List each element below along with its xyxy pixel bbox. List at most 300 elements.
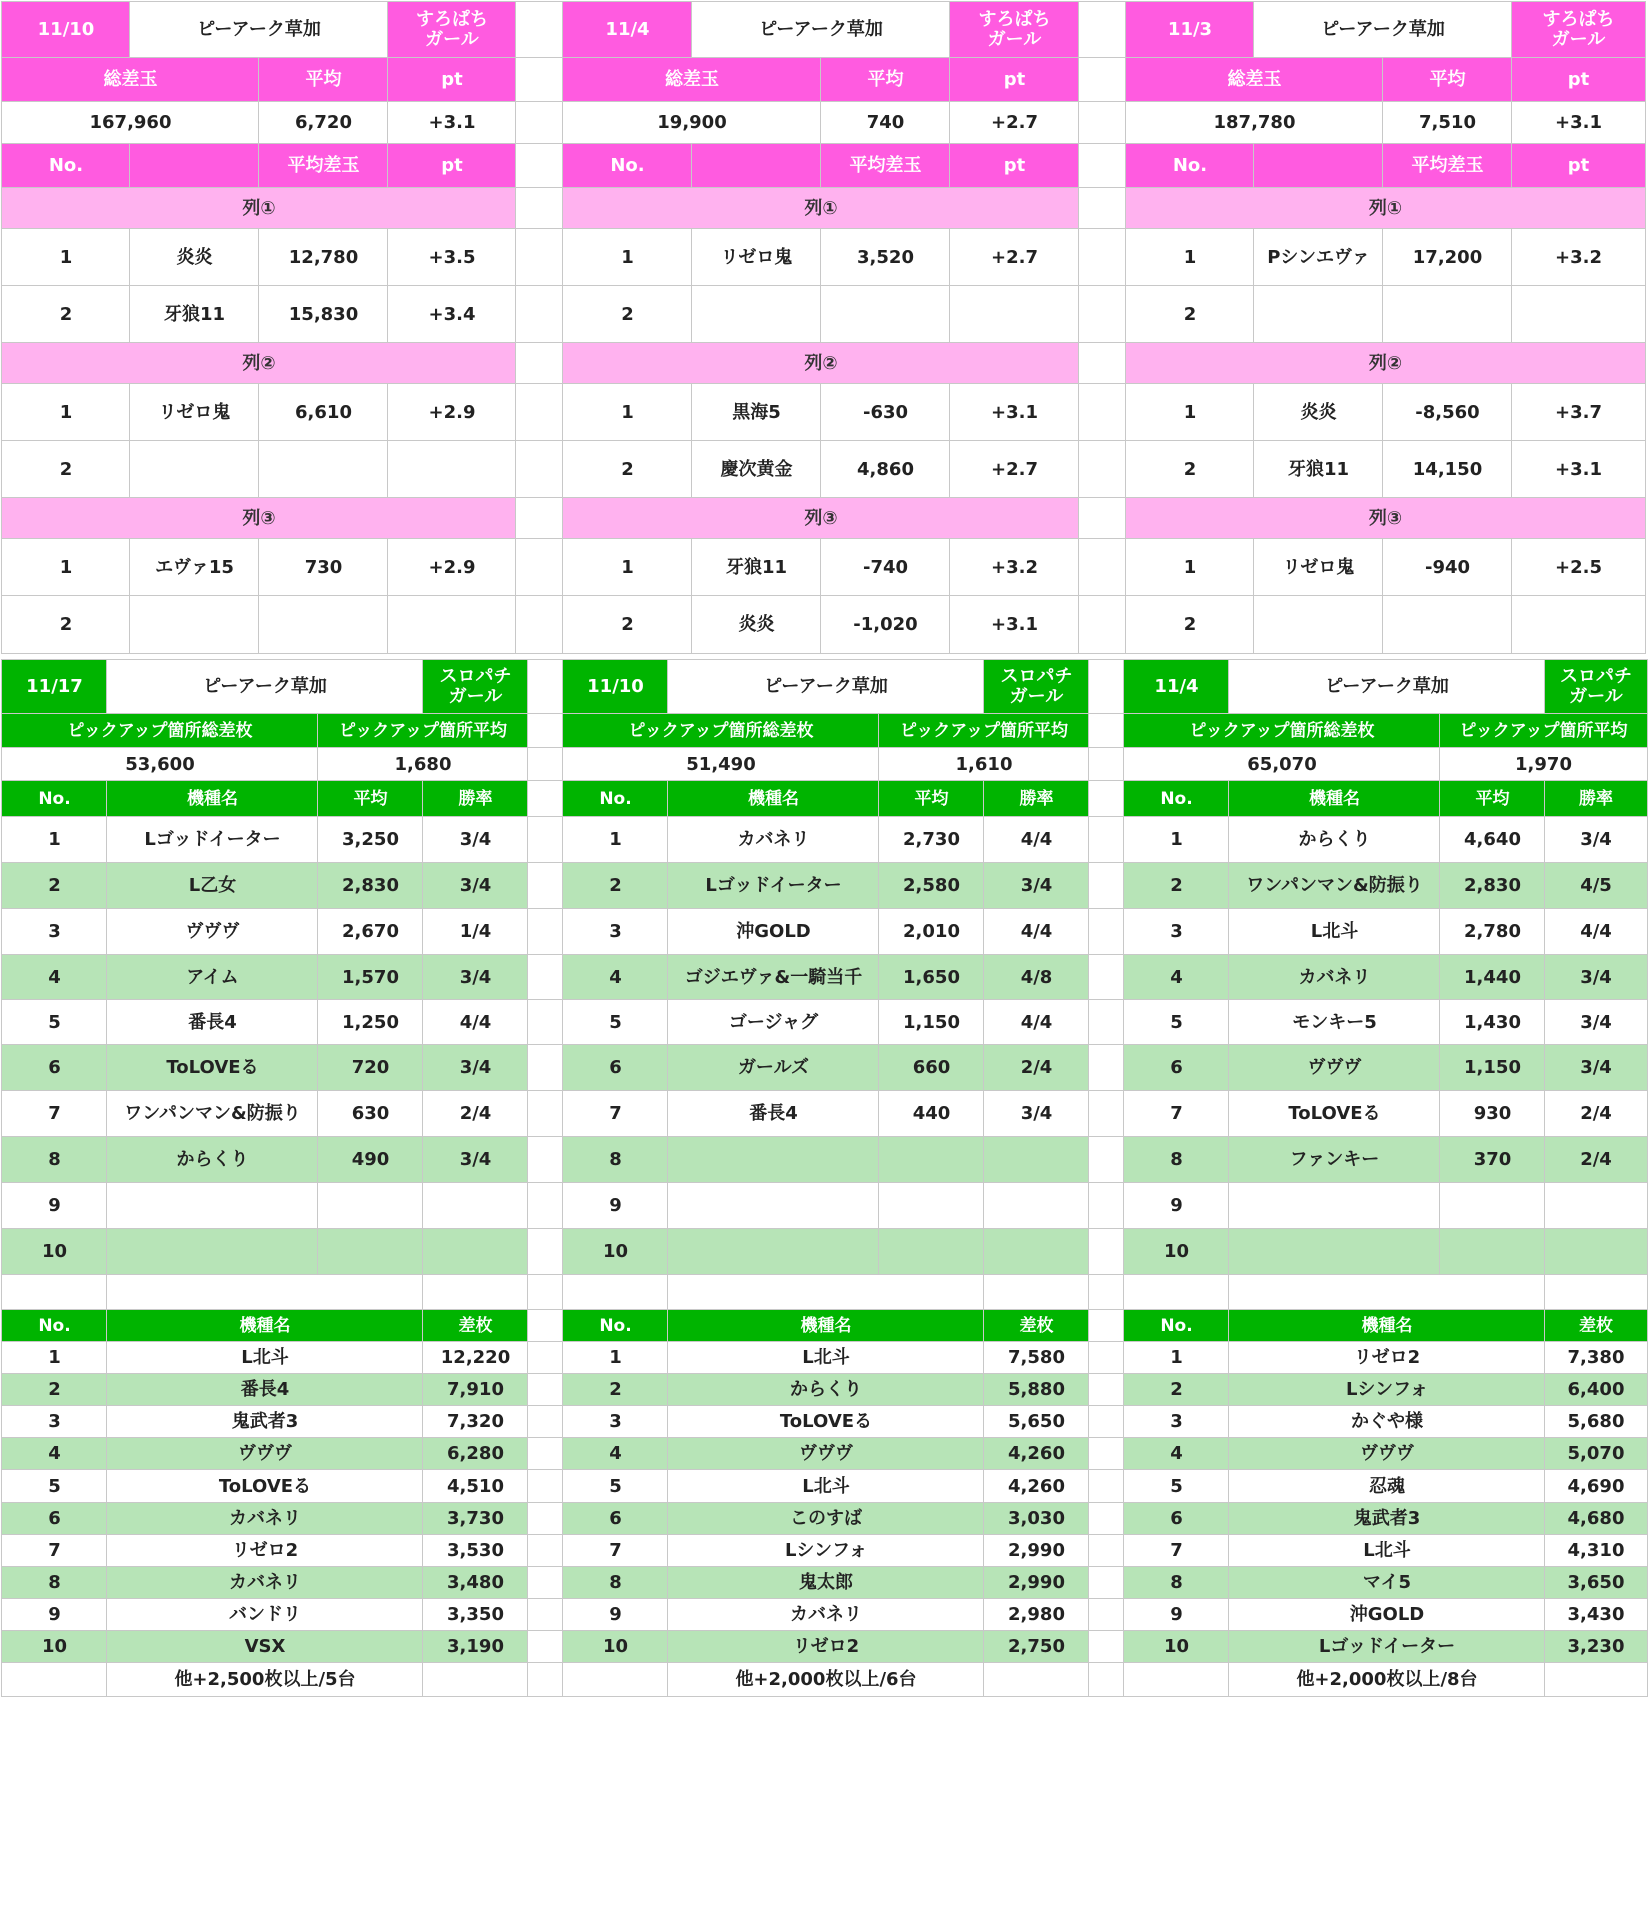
pt-value: +2.9 — [388, 384, 516, 441]
pt-value — [1512, 286, 1645, 343]
spacer — [528, 1631, 563, 1663]
row-no: 9 — [1124, 1183, 1229, 1229]
column-group-label: 列③ — [563, 498, 1079, 539]
row-no: 1 — [563, 817, 668, 863]
row-no: 5 — [2, 1470, 107, 1503]
name-header — [692, 144, 821, 188]
machine-name: ToLOVEる — [668, 1406, 984, 1438]
row-no: 6 — [1124, 1503, 1229, 1535]
name-header — [1254, 144, 1383, 188]
row-no: 8 — [1124, 1567, 1229, 1599]
diff-header: 差枚 — [1545, 1310, 1647, 1342]
spacer — [1089, 781, 1124, 817]
row-no: 8 — [563, 1567, 668, 1599]
diff-value: 4,260 — [984, 1438, 1089, 1470]
machine-name: カバネリ — [107, 1503, 423, 1535]
spacer — [528, 660, 563, 714]
avg-diff-value: 15,830 — [259, 286, 388, 343]
pickup-avg-value: 1,970 — [1440, 748, 1647, 781]
row-no: 2 — [2, 441, 130, 498]
machine-name: ヴヴヴ — [668, 1438, 984, 1470]
brand-badge — [388, 2, 516, 58]
row-no: 2 — [1124, 863, 1229, 909]
avg-diff-value: 14,150 — [1383, 441, 1512, 498]
spacer — [528, 909, 563, 955]
row-no: 9 — [1124, 1599, 1229, 1631]
model-header: 機種名 — [1229, 1310, 1545, 1342]
spacer — [528, 1599, 563, 1631]
spacer — [1089, 1275, 1124, 1310]
machine-name: 番長4 — [107, 1374, 423, 1406]
pickup-avg-value: 1,680 — [318, 748, 528, 781]
winrate-value: 3/4 — [1545, 817, 1647, 863]
diff-value: 7,320 — [423, 1406, 528, 1438]
machine-name — [130, 596, 259, 653]
no-header: No. — [563, 144, 692, 188]
total-value: 187,780 — [1126, 102, 1383, 144]
spacer — [516, 2, 563, 58]
model-header: 機種名 — [668, 781, 879, 817]
pt-value: +2.5 — [1512, 539, 1645, 596]
winrate-value — [423, 1183, 528, 1229]
row-no: 10 — [563, 1229, 668, 1275]
winrate-value: 2/4 — [423, 1091, 528, 1137]
diff-value: 4,690 — [1545, 1470, 1647, 1503]
total-header: 総差玉 — [563, 58, 821, 102]
date-label: 11/3 — [1126, 2, 1254, 58]
row-no: 2 — [563, 1374, 668, 1406]
row-no: 4 — [1124, 1438, 1229, 1470]
machine-name: 鬼武者3 — [107, 1406, 423, 1438]
blank-cell — [984, 1275, 1089, 1310]
diff-value: 2,990 — [984, 1535, 1089, 1567]
avg-value: 930 — [1440, 1091, 1545, 1137]
spacer — [1089, 748, 1124, 781]
machine-name: 炎炎 — [1254, 384, 1383, 441]
row-no: 7 — [2, 1535, 107, 1567]
machine-name: 忍魂 — [1229, 1470, 1545, 1503]
row-no: 4 — [563, 1438, 668, 1470]
spacer — [1089, 714, 1124, 748]
diff-value: 3,430 — [1545, 1599, 1647, 1631]
row-no: 3 — [2, 1406, 107, 1438]
blank-cell — [2, 1275, 107, 1310]
avg-value — [318, 1229, 423, 1275]
diff-value: 3,190 — [423, 1631, 528, 1663]
diff-value: 7,910 — [423, 1374, 528, 1406]
diff-value: 3,530 — [423, 1535, 528, 1567]
row-no: 2 — [563, 286, 692, 343]
spacer — [516, 58, 563, 102]
machine-name: からくり — [668, 1374, 984, 1406]
machine-name — [1229, 1183, 1440, 1229]
machine-name: Pシンエヴァ — [1254, 229, 1383, 286]
blank-cell — [563, 1275, 668, 1310]
machine-name: ワンパンマン&防振り — [1229, 863, 1440, 909]
brand-line-1: すろぱち — [1542, 9, 1615, 31]
machine-name — [668, 1137, 879, 1183]
total-value: 19,900 — [563, 102, 821, 144]
avg-value: 2,830 — [1440, 863, 1545, 909]
pickup-total-header: ピックアップ箇所総差枚 — [563, 714, 879, 748]
winrate-value: 2/4 — [1545, 1091, 1647, 1137]
machine-name — [1254, 596, 1383, 653]
avg-diff-header: 平均差玉 — [259, 144, 388, 188]
spacer — [1089, 1631, 1124, 1663]
date-label: 11/17 — [2, 660, 107, 714]
machine-name: からくり — [107, 1137, 318, 1183]
blank-cell — [1545, 1275, 1647, 1310]
blank-cell — [668, 1275, 984, 1310]
spacer — [1089, 1503, 1124, 1535]
brand-line-2: ガール — [425, 29, 479, 50]
pickup-total-value: 51,490 — [563, 748, 879, 781]
diff-header: 差枚 — [984, 1310, 1089, 1342]
row-no: 9 — [2, 1183, 107, 1229]
spacer — [1079, 229, 1126, 286]
row-no: 1 — [1126, 229, 1254, 286]
pt-value — [388, 596, 516, 653]
machine-name: 慶次黄金 — [692, 441, 821, 498]
row-no: 6 — [1124, 1045, 1229, 1091]
row-no: 6 — [563, 1503, 668, 1535]
machine-name: カバネリ — [1229, 955, 1440, 1000]
spacer — [528, 1091, 563, 1137]
spacer — [516, 286, 563, 343]
machine-name — [1229, 1229, 1440, 1275]
spacer — [1079, 441, 1126, 498]
spacer — [1089, 955, 1124, 1000]
spacer — [1089, 863, 1124, 909]
brand-line-2: ガール — [987, 29, 1042, 50]
diff-value: 5,650 — [984, 1406, 1089, 1438]
spacer — [528, 1567, 563, 1599]
pt-value: +3.5 — [388, 229, 516, 286]
diff-value: 5,680 — [1545, 1406, 1647, 1438]
pt-value: +3.1 — [950, 596, 1079, 653]
spacer — [516, 384, 563, 441]
avg-value: 2,830 — [318, 863, 423, 909]
machine-name: ヴヴヴ — [1229, 1045, 1440, 1091]
brand-badge — [950, 2, 1079, 58]
diff-value: 6,400 — [1545, 1374, 1647, 1406]
avg-diff-header: 平均差玉 — [1383, 144, 1512, 188]
column-group-label: 列① — [2, 188, 516, 229]
row-no: 2 — [563, 596, 692, 653]
row-no: 1 — [1126, 384, 1254, 441]
spacer — [528, 1275, 563, 1310]
winrate-value: 4/4 — [423, 1000, 528, 1045]
no-header: No. — [1126, 144, 1254, 188]
machine-name: このすば — [668, 1503, 984, 1535]
avg-value — [1440, 1229, 1545, 1275]
spacer — [1079, 102, 1126, 144]
diff-value: 4,310 — [1545, 1535, 1647, 1567]
machine-name: からくり — [1229, 817, 1440, 863]
diff-value: 7,580 — [984, 1342, 1089, 1374]
machine-name: L北斗 — [668, 1342, 984, 1374]
avg-diff-value: -630 — [821, 384, 950, 441]
winrate-value: 4/8 — [984, 955, 1089, 1000]
spacer — [1089, 1183, 1124, 1229]
spacer — [516, 343, 563, 384]
brand-line-1: すろぱち — [416, 9, 488, 31]
avg-value: 1,570 — [318, 955, 423, 1000]
avg-value — [879, 1229, 984, 1275]
avg-value: 2,580 — [879, 863, 984, 909]
machine-name: ToLOVEる — [107, 1470, 423, 1503]
machine-name: 番長4 — [107, 1000, 318, 1045]
row-no: 1 — [563, 229, 692, 286]
brand-line-1: スロパチ — [1000, 666, 1073, 688]
avg-value: 2,730 — [879, 817, 984, 863]
spacer — [1089, 1406, 1124, 1438]
date-label: 11/4 — [1124, 660, 1229, 714]
blank-cell — [423, 1663, 528, 1696]
diff-value: 4,510 — [423, 1470, 528, 1503]
spacer — [528, 1229, 563, 1275]
row-no: 1 — [2, 229, 130, 286]
diff-value: 2,990 — [984, 1567, 1089, 1599]
winrate-value: 3/4 — [984, 863, 1089, 909]
column-group-label: 列② — [563, 343, 1079, 384]
model-header: 機種名 — [107, 781, 318, 817]
diff-value: 3,350 — [423, 1599, 528, 1631]
pt-header: pt — [950, 58, 1079, 102]
row-no: 5 — [563, 1470, 668, 1503]
avg-header: 平均 — [879, 781, 984, 817]
row-no: 10 — [1124, 1229, 1229, 1275]
machine-name: ヴヴヴ — [107, 1438, 423, 1470]
no-header: No. — [2, 781, 107, 817]
row-no: 8 — [2, 1137, 107, 1183]
pt-value: +2.9 — [388, 539, 516, 596]
brand-line-2: ガール — [1009, 686, 1064, 707]
model-header: 機種名 — [668, 1310, 984, 1342]
row-no: 10 — [2, 1229, 107, 1275]
machine-name: カバネリ — [668, 817, 879, 863]
spacer — [516, 539, 563, 596]
machine-name — [107, 1183, 318, 1229]
pickup-total-value: 65,070 — [1124, 748, 1440, 781]
avg-value: 1,650 — [879, 955, 984, 1000]
spacer — [528, 1045, 563, 1091]
avg-value: 6,720 — [259, 102, 388, 144]
pt-header: pt — [950, 144, 1079, 188]
pink-panel-1 — [2, 2, 563, 653]
winrate-value: 3/4 — [423, 863, 528, 909]
avg-header: 平均 — [318, 781, 423, 817]
row-no: 5 — [1124, 1000, 1229, 1045]
footer-note: 他+2,000枚以上/8台 — [1229, 1663, 1545, 1696]
row-no: 9 — [563, 1183, 668, 1229]
spacer — [528, 1406, 563, 1438]
avg-value: 440 — [879, 1091, 984, 1137]
avg-value — [1440, 1183, 1545, 1229]
row-no: 2 — [2, 596, 130, 653]
spacer — [516, 441, 563, 498]
machine-name: 牙狼11 — [1254, 441, 1383, 498]
brand-line-2: ガール — [1551, 29, 1606, 50]
row-no: 2 — [1126, 286, 1254, 343]
pt-header: pt — [1512, 144, 1645, 188]
brand-badge — [984, 660, 1089, 714]
diff-value: 2,750 — [984, 1631, 1089, 1663]
pt-value — [1512, 596, 1645, 653]
machine-name: 炎炎 — [130, 229, 259, 286]
machine-name: 牙狼11 — [130, 286, 259, 343]
avg-diff-value: -1,020 — [821, 596, 950, 653]
winrate-value: 3/4 — [423, 817, 528, 863]
spacer — [1089, 1229, 1124, 1275]
pt-value: +3.7 — [1512, 384, 1645, 441]
date-label: 11/4 — [563, 2, 692, 58]
spacer — [528, 863, 563, 909]
winrate-value: 3/4 — [423, 1045, 528, 1091]
spacer — [528, 1000, 563, 1045]
row-no: 8 — [563, 1137, 668, 1183]
row-no: 1 — [2, 1342, 107, 1374]
machine-name: リゼロ鬼 — [692, 229, 821, 286]
avg-diff-header: 平均差玉 — [821, 144, 950, 188]
name-header — [130, 144, 259, 188]
avg-value: 740 — [821, 102, 950, 144]
machine-name: リゼロ2 — [107, 1535, 423, 1567]
spacer — [1089, 1045, 1124, 1091]
row-no: 1 — [563, 539, 692, 596]
row-no: 8 — [2, 1567, 107, 1599]
column-group-label: 列② — [1126, 343, 1645, 384]
pt-value: +3.1 — [1512, 441, 1645, 498]
row-no: 1 — [2, 384, 130, 441]
row-no: 7 — [1124, 1535, 1229, 1567]
winrate-value: 3/4 — [423, 1137, 528, 1183]
row-no: 1 — [563, 1342, 668, 1374]
machine-name: 沖GOLD — [1229, 1599, 1545, 1631]
row-no: 10 — [2, 1631, 107, 1663]
store-name: ピーアーク草加 — [668, 660, 984, 714]
winrate-value: 4/4 — [984, 909, 1089, 955]
machine-name: Lシンフォ — [668, 1535, 984, 1567]
avg-diff-value: 6,610 — [259, 384, 388, 441]
winrate-value: 1/4 — [423, 909, 528, 955]
machine-name: バンドリ — [107, 1599, 423, 1631]
row-no: 2 — [1126, 441, 1254, 498]
spacer — [1079, 58, 1126, 102]
row-no: 6 — [2, 1503, 107, 1535]
machine-name: 牙狼11 — [692, 539, 821, 596]
pt-header: pt — [1512, 58, 1645, 102]
row-no: 4 — [2, 955, 107, 1000]
machine-name: ToLOVEる — [1229, 1091, 1440, 1137]
avg-value: 2,010 — [879, 909, 984, 955]
spacer — [528, 1310, 563, 1342]
row-no: 7 — [2, 1091, 107, 1137]
machine-name: 沖GOLD — [668, 909, 879, 955]
machine-name: 炎炎 — [692, 596, 821, 653]
avg-value: 1,250 — [318, 1000, 423, 1045]
winrate-value: 2/4 — [1545, 1137, 1647, 1183]
avg-diff-value: -8,560 — [1383, 384, 1512, 441]
spacer — [1079, 384, 1126, 441]
machine-name: リゼロ鬼 — [130, 384, 259, 441]
row-no: 9 — [2, 1599, 107, 1631]
avg-value: 490 — [318, 1137, 423, 1183]
winrate-value: 3/4 — [1545, 1000, 1647, 1045]
diff-value: 3,480 — [423, 1567, 528, 1599]
machine-name: Lシンフォ — [1229, 1374, 1545, 1406]
store-name: ピーアーク草加 — [1229, 660, 1545, 714]
spacer — [1089, 1374, 1124, 1406]
winrate-value — [984, 1183, 1089, 1229]
diff-value: 2,980 — [984, 1599, 1089, 1631]
pt-value: +2.7 — [950, 441, 1079, 498]
diff-value: 12,220 — [423, 1342, 528, 1374]
row-no: 7 — [563, 1091, 668, 1137]
machine-name: マイ5 — [1229, 1567, 1545, 1599]
avg-value: 4,640 — [1440, 817, 1545, 863]
machine-name: リゼロ2 — [668, 1631, 984, 1663]
machine-name: リゼロ鬼 — [1254, 539, 1383, 596]
row-no: 2 — [1124, 1374, 1229, 1406]
avg-diff-value — [259, 441, 388, 498]
spacer — [1089, 1470, 1124, 1503]
no-header: No. — [1124, 1310, 1229, 1342]
avg-value: 1,430 — [1440, 1000, 1545, 1045]
brand-line-1: すろぱち — [978, 9, 1051, 31]
winrate-header: 勝率 — [423, 781, 528, 817]
spacer — [516, 102, 563, 144]
spacer — [1079, 539, 1126, 596]
pickup-avg-header: ピックアップ箇所平均 — [879, 714, 1089, 748]
pickup-total-header: ピックアップ箇所総差枚 — [2, 714, 318, 748]
blank-cell — [1124, 1275, 1229, 1310]
winrate-value: 3/4 — [1545, 1045, 1647, 1091]
blank-cell — [107, 1275, 423, 1310]
avg-value: 2,780 — [1440, 909, 1545, 955]
row-no: 2 — [563, 441, 692, 498]
avg-value: 2,670 — [318, 909, 423, 955]
blank-cell — [423, 1275, 528, 1310]
spacer — [1089, 1567, 1124, 1599]
column-group-label: 列③ — [2, 498, 516, 539]
row-no: 6 — [2, 1045, 107, 1091]
no-header: No. — [1124, 781, 1229, 817]
brand-line-1: スロパチ — [1560, 666, 1632, 688]
pt-value — [388, 441, 516, 498]
machine-name: Lゴッドイーター — [668, 863, 879, 909]
row-no: 8 — [1124, 1137, 1229, 1183]
spacer — [528, 1535, 563, 1567]
pt-value: +3.4 — [388, 286, 516, 343]
row-no: 3 — [1124, 909, 1229, 955]
avg-header: 平均 — [1383, 58, 1512, 102]
machine-name: 番長4 — [668, 1091, 879, 1137]
diff-value: 5,070 — [1545, 1438, 1647, 1470]
spacer — [528, 1342, 563, 1374]
machine-name — [668, 1183, 879, 1229]
spacer — [516, 188, 563, 229]
avg-header: 平均 — [821, 58, 950, 102]
machine-name: ガールズ — [668, 1045, 879, 1091]
spacer — [516, 596, 563, 653]
pt-value: +3.1 — [1512, 102, 1645, 144]
pt-header: pt — [388, 58, 516, 102]
avg-value: 1,150 — [1440, 1045, 1545, 1091]
store-name: ピーアーク草加 — [130, 2, 388, 58]
avg-value — [318, 1183, 423, 1229]
machine-name — [107, 1229, 318, 1275]
